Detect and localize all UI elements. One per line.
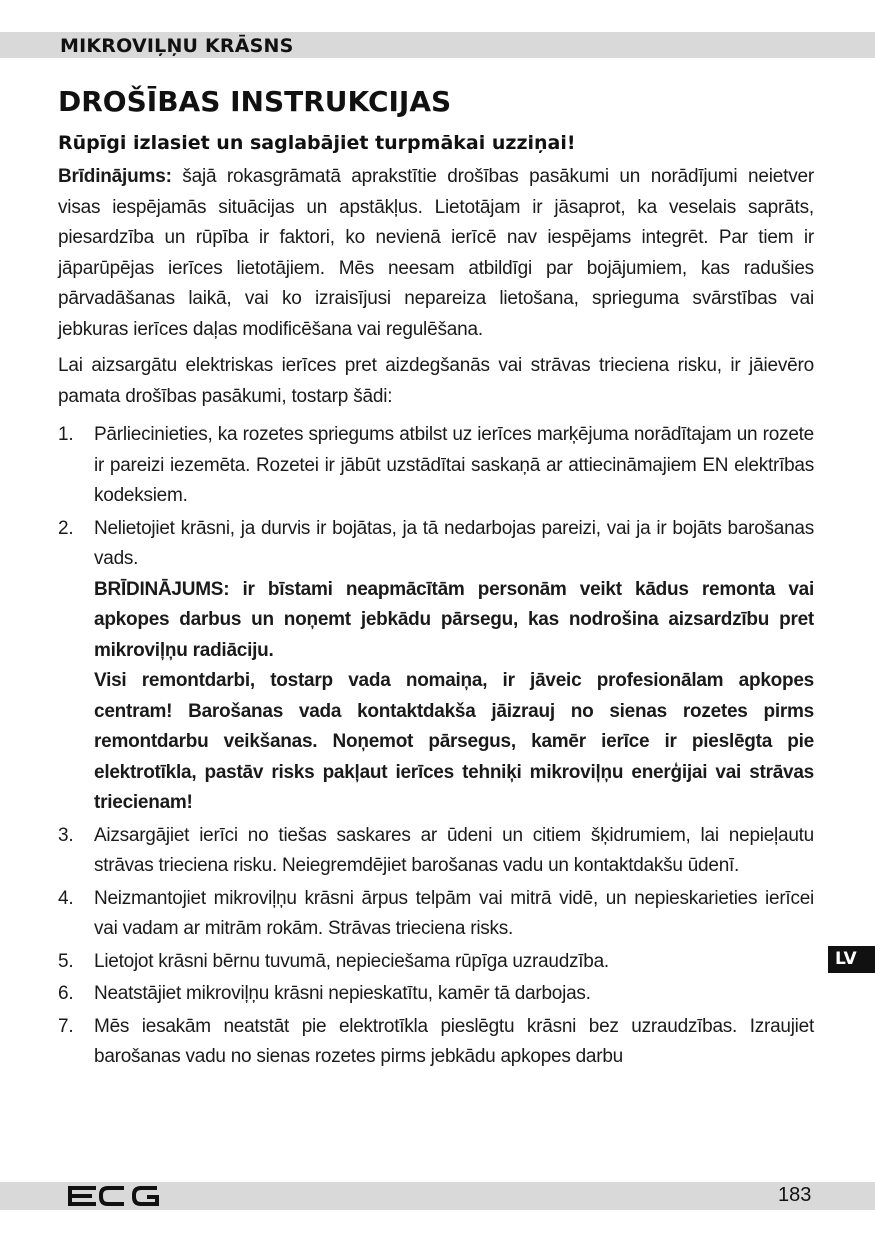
list-item	[58, 884, 814, 945]
warning-label: Brīdinājums:	[58, 166, 172, 187]
list-item-number: 2.	[58, 517, 74, 539]
list-item	[58, 420, 814, 512]
page-content	[58, 80, 814, 1075]
repair-notice-block: Visi remontdarbi, tostarp vada nomaiņa, ir jāveic profesionālam apkopes centram! Barošanas vada kontaktdakša jāizrauj no sienas rozetes pirms remontdarbu veikšanas. Noņemot pārsegus, kamēr ierīce ir pieslēgta pie elektrotīkla, pastāv risks pakļaut ierīces tehniķi mikroviļņu enerģijai vai strāvas triecienam!	[94, 670, 814, 813]
list-item-number: 7.	[58, 1015, 74, 1037]
list-item-text: Neizmantojiet mikroviļņu krāsni ārpus telpām vai mitrā vidē, un nepieskarieties ierīcei vai vadam ar mitrām rokām. Strāvas trieciena risks.	[94, 887, 814, 939]
list-item-number: 5.	[58, 950, 74, 972]
safety-list	[58, 420, 814, 1073]
warning-paragraph	[58, 162, 814, 345]
list-item	[58, 821, 814, 882]
list-item-text: Aizsargājiet ierīci no tiešas saskares ar ūdeni un citiem šķidrumiem, lai nepieļautu strāvas trieciena risku. Neiegremdējiet barošanas vadu un kontaktdakšu ūdenī.	[94, 824, 814, 876]
intro-paragraph: Lai aizsargātu elektriskas ierīces pret aizdegšanās vai strāvas trieciena risku, ir jāievēro pamata drošības pasākumi, tostarp šādi:	[58, 355, 814, 407]
list-item-number: 6.	[58, 983, 74, 1004]
list-item-text: Nelietojiet krāsni, ja durvis ir bojātas, ja tā nedarbojas pareizi, vai ja ir bojāts barošanas vads.	[94, 517, 814, 569]
list-item-number: 3.	[58, 824, 74, 846]
language-tab: LV	[828, 946, 875, 973]
list-item-text: Pārliecinieties, ka rozetes spriegums atbilst uz ierīces marķējuma norādītajam un rozete ir pareizi iezemēta. Rozetei ir jābūt uzstādītai saskaņā ar attiecināmajiem EN elektrības kodeksiem.	[94, 424, 814, 506]
page-title: DROŠĪBAS INSTRUKCIJAS	[58, 85, 452, 118]
section-title: MIKROVIĻŅU KRĀSNS	[60, 35, 294, 57]
warning-block: BRĪDINĀJUMS: ir bīstami neapmācītām personām veikt kādus remonta vai apkopes darbus un noņemt jebkādu pārsegu, kas nodrošina aizsardzību pret mikroviļņu radiāciju.	[94, 578, 814, 661]
list-item-text: Mēs iesakām neatstāt pie elektrotīkla pieslēgtu krāsni bez uzraudzības. Izraujiet barošanas vadu no sienas rozetes pirms jebkādu apkopes darbu	[94, 1015, 814, 1067]
page-subtitle: Rūpīgi izlasiet un saglabājiet turpmākai uzziņai!	[58, 132, 576, 154]
warning-text: šajā rokasgrāmatā aprakstītie drošības pasākumi un norādījumi neietver visas iespējamās situācijas un apstākļus. Lietotājam ir jāsaprot, ka veselais saprāts, piesardzība un rūpība ir faktori, ko nevienā ierīcē nav iespējams integrēt. Par tiem ir jāparūpējas ierīces lietotājiem. Mēs neesam atbildīgi par bojājumiem, kas radušies pārvadāšanas laikā, vai ko izraisījusi nepareiza lietošana, sprieguma svārstības vai jebkuras ierīces daļas modificēšana vai regulēšana.	[58, 166, 814, 340]
list-item	[58, 514, 814, 819]
list-item-number: 1.	[58, 424, 74, 445]
list-item-text: Lietojot krāsni bērnu tuvumā, nepieciešama rūpīga uzraudzība.	[94, 950, 609, 972]
list-item	[58, 947, 814, 978]
page-number: 183	[778, 1184, 812, 1206]
header-bar	[0, 32, 875, 58]
list-item-text: Neatstājiet mikroviļņu krāsni nepieskatītu, kamēr tā darbojas.	[94, 983, 591, 1004]
list-item	[58, 1012, 814, 1073]
ecg-logo	[68, 1185, 160, 1207]
list-item	[58, 979, 814, 1010]
list-item-number: 4.	[58, 887, 74, 909]
